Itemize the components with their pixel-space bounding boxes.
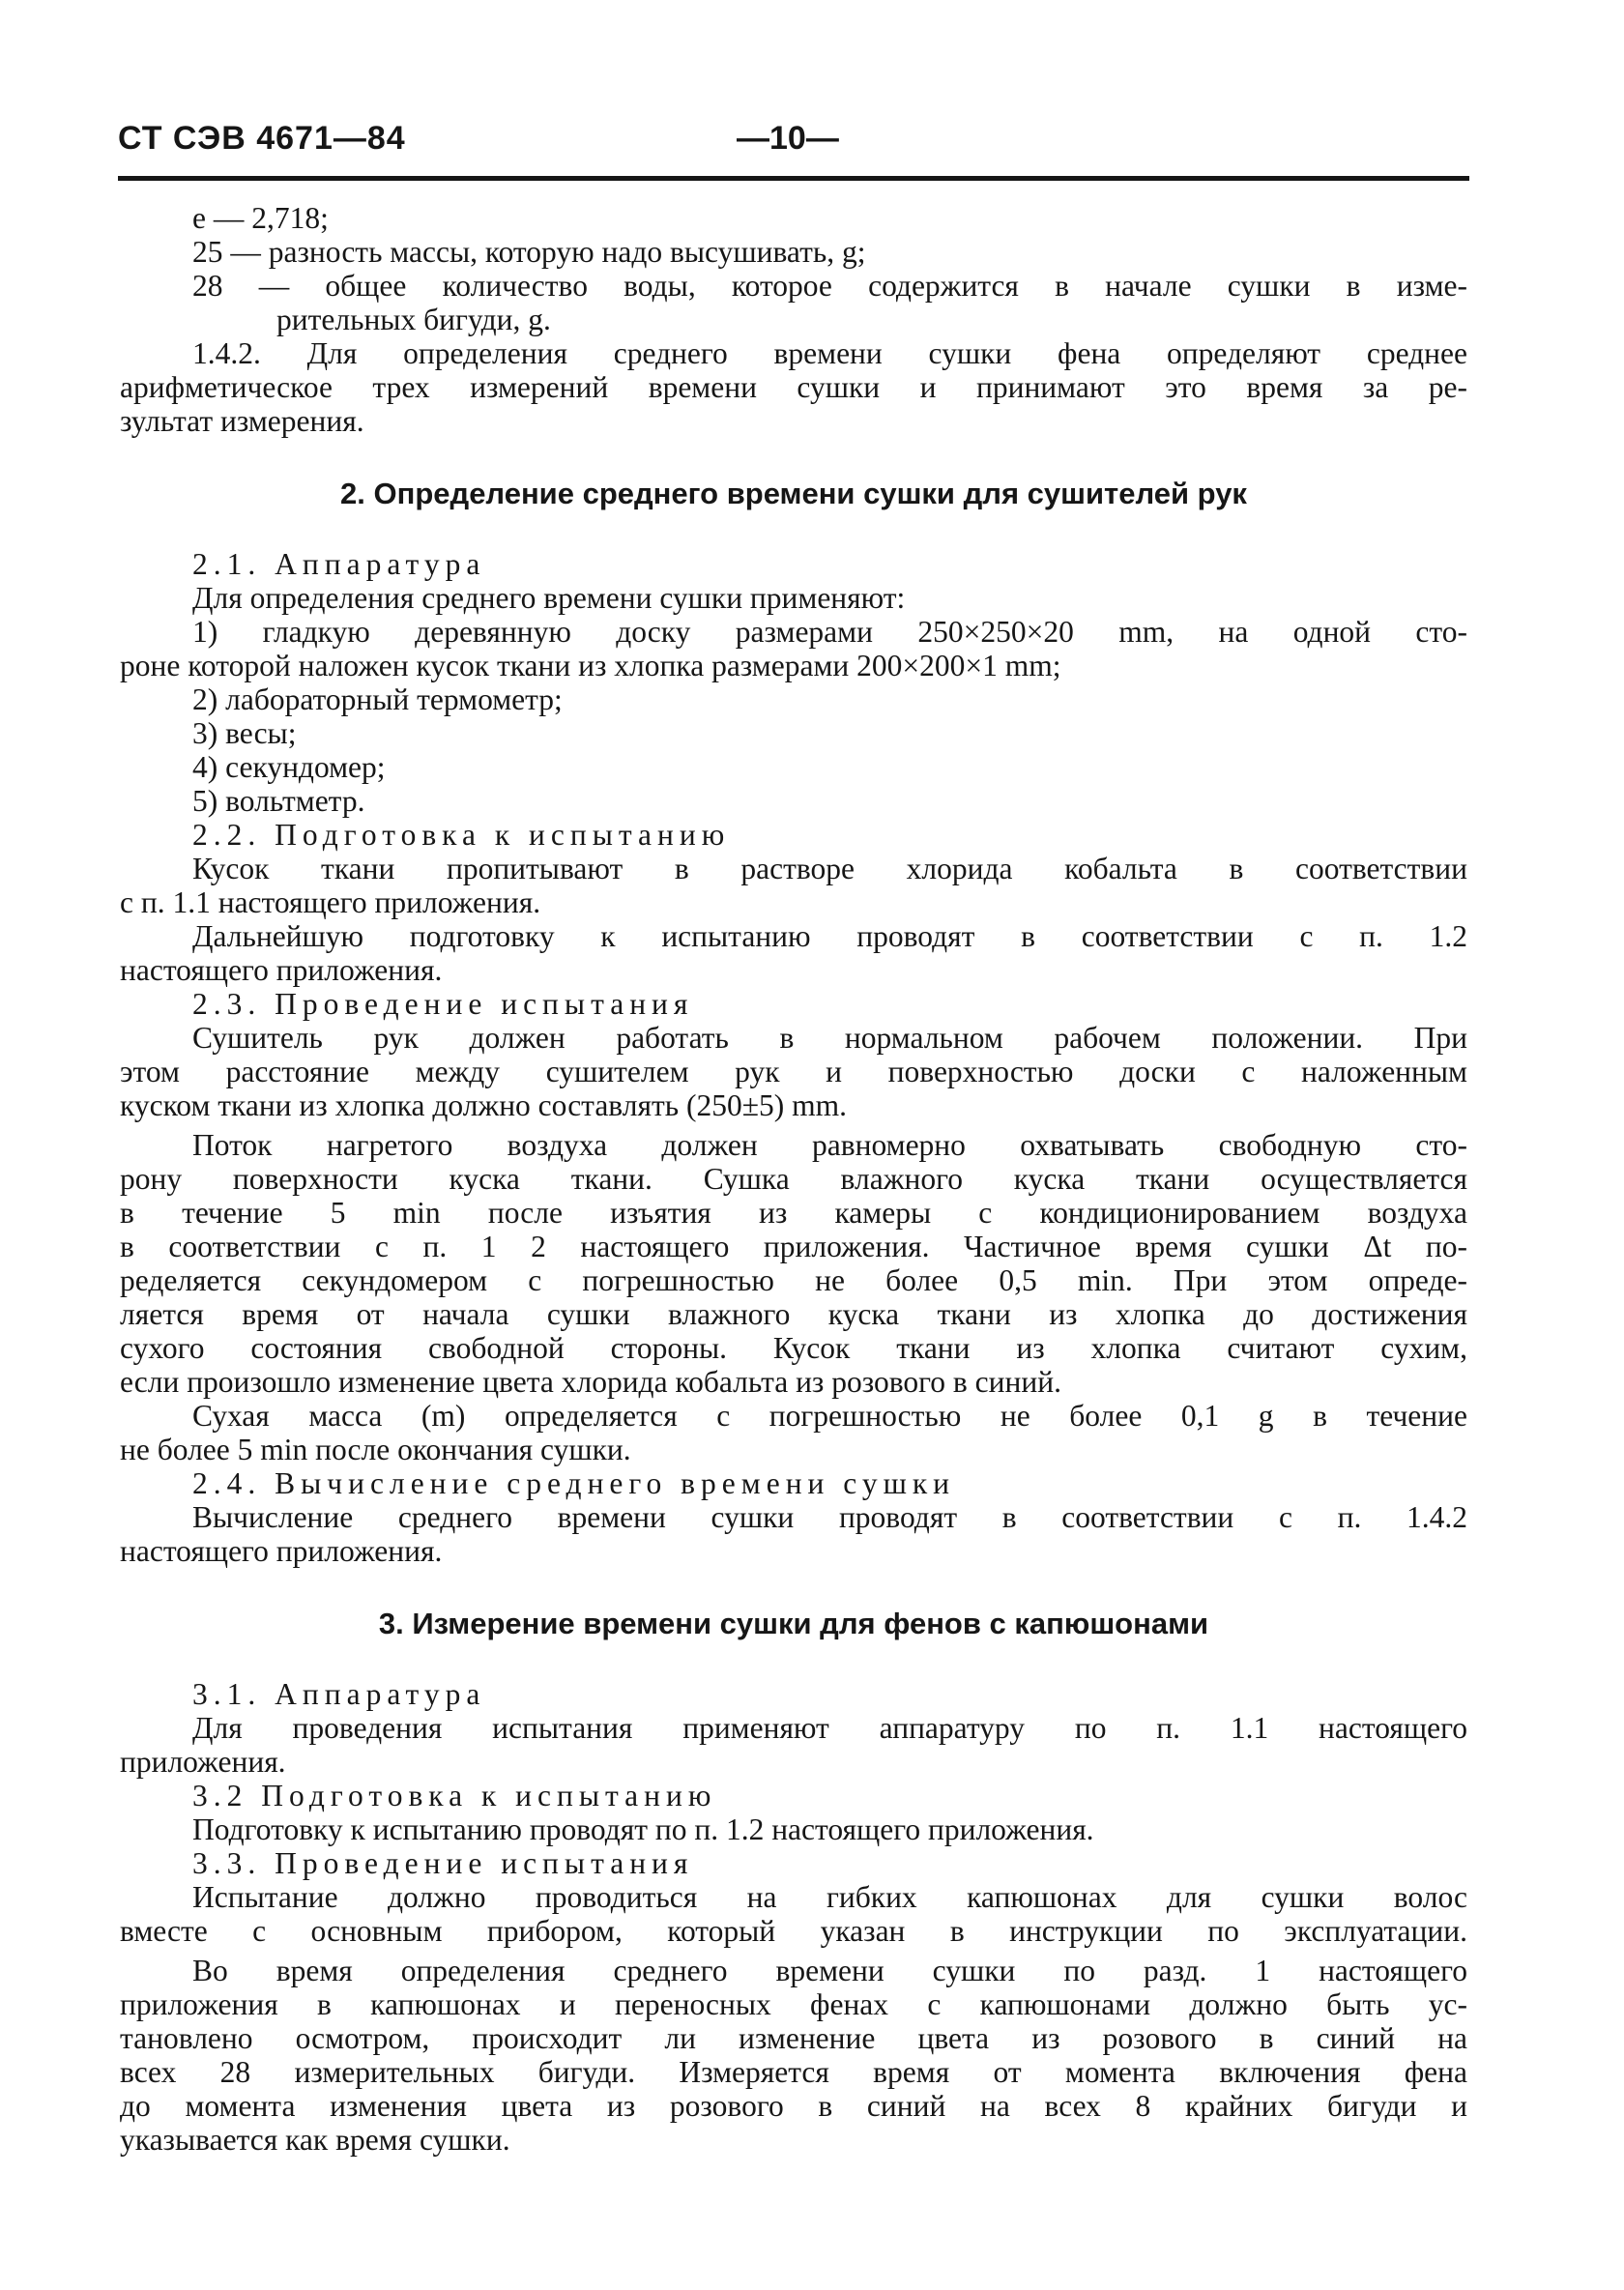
page-header bbox=[118, 116, 1469, 174]
text-line: рону поверхности куска ткани. Сушка влажного куска ткани осуществляется bbox=[120, 1162, 1467, 1196]
text-line: всех 28 измерительных бигуди. Измеряется время от момента включения фена bbox=[120, 2055, 1467, 2089]
text-line: не более 5 min после окончания сушки. bbox=[120, 1433, 631, 1466]
text-line: приложения. bbox=[120, 1745, 286, 1779]
list-item: 5) вольтметр. bbox=[192, 784, 365, 818]
text-line: ляется время от начала сушки влажного куска ткани из хлопка до достижения bbox=[120, 1297, 1467, 1331]
subsection-title: 2.1. Аппаратура bbox=[192, 547, 486, 581]
text-line: рительных бигуди, g. bbox=[276, 303, 551, 336]
text-line: приложения в капюшонах и переносных фенах с капюшонами должно быть ус- bbox=[120, 1987, 1467, 2021]
list-item: 4) секундомер; bbox=[192, 750, 386, 784]
subsection-title: 2.2. Подготовка к испытанию bbox=[192, 818, 731, 852]
text-line: Вычисление среднего времени сушки проводят в соответствии с п. 1.4.2 bbox=[192, 1500, 1467, 1534]
text-line: 1) гладкую деревянную доску размерами 250×250×20 mm, на одной сто- bbox=[192, 615, 1467, 649]
text-line: настоящего приложения. bbox=[120, 953, 443, 987]
text-line: e — 2,718; bbox=[192, 201, 329, 235]
text-line: Для проведения испытания применяют аппаратуру по п. 1.1 настоящего bbox=[192, 1711, 1467, 1745]
text-line: указывается как время сушки. bbox=[120, 2123, 510, 2157]
text-line: Сухая масса (m) определяется с погрешностью не более 0,1 g в течение bbox=[192, 1399, 1467, 1433]
section-heading-2: 2. Определение среднего времени сушки для сушителей рук bbox=[340, 477, 1247, 510]
subsection-title: 3.3. Проведение испытания bbox=[192, 1846, 694, 1880]
document-body bbox=[120, 201, 1467, 2157]
document-code: СТ СЭВ 4671—84 bbox=[118, 120, 406, 157]
text-line: вместе с основным прибором, который указан в инструкции по эксплуатации. bbox=[120, 1914, 1467, 1948]
page-number: —10— bbox=[737, 120, 839, 157]
text-line: Поток нагретого воздуха должен равномерно охватывать свободную сто- bbox=[192, 1128, 1467, 1162]
list-item: 2) лабораторный термометр; bbox=[192, 682, 563, 716]
text-line: сухого состояния свободной стороны. Кусок ткани из хлопка считают сухим, bbox=[120, 1331, 1467, 1365]
text-line: с п. 1.1 настоящего приложения. bbox=[120, 885, 541, 919]
text-line: Подготовку к испытанию проводят по п. 1.2 настоящего приложения. bbox=[192, 1812, 1094, 1846]
text-line: Во время определения среднего времени сушки по разд. 1 настоящего bbox=[192, 1954, 1467, 1987]
text-line: роне которой наложен кусок ткани из хлопка размерами 200×200×1 mm; bbox=[120, 649, 1061, 682]
subsection-title: 3.1. Аппаратура bbox=[192, 1677, 486, 1711]
section-heading-3: 3. Измерение времени сушки для фенов с капюшонами bbox=[378, 1607, 1209, 1640]
list-item: 3) весы; bbox=[192, 716, 297, 750]
text-line: настоящего приложения. bbox=[120, 1534, 443, 1568]
text-line: куском ткани из хлопка должно составлять (250±5) mm. bbox=[120, 1088, 848, 1122]
text-line: арифметическое трех измерений времени сушки и принимают это время за ре- bbox=[120, 370, 1467, 404]
subsection-title: 3.2 Подготовка к испытанию bbox=[192, 1779, 717, 1812]
text-line: 1.4.2. Для определения среднего времени сушки фена определяют среднее bbox=[192, 336, 1467, 370]
text-line: ределяется секундомером с погрешностью не более 0,5 min. При этом опреде- bbox=[120, 1263, 1467, 1297]
text-line: Сушитель рук должен работать в нормальном рабочем положении. При bbox=[192, 1021, 1467, 1055]
text-line: Кусок ткани пропитывают в растворе хлорида кобальта в соответствии bbox=[192, 852, 1467, 885]
text-line: этом расстояние между сушителем рук и поверхностью доски с наложенным bbox=[120, 1055, 1467, 1088]
text-line: если произошло изменение цвета хлорида кобальта из розового в синий. bbox=[120, 1365, 1061, 1399]
text-line: 25 — разность массы, которую надо высушивать, g; bbox=[192, 235, 866, 269]
text-line: 28 — общее количество воды, которое содержится в начале сушки в изме- bbox=[192, 269, 1467, 303]
text-line: тановлено осмотром, происходит ли изменение цвета из розового в синий на bbox=[120, 2021, 1467, 2055]
text-line: до момента изменения цвета из розового в синий на всех 8 крайних бигуди и bbox=[120, 2089, 1467, 2123]
text-line: в течение 5 min после изъятия из камеры с кондиционированием воздуха bbox=[120, 1196, 1467, 1230]
text-line: в соответствии с п. 1 2 настоящего приложения. Частичное время сушки Δt по- bbox=[120, 1230, 1467, 1263]
header-rule bbox=[118, 176, 1469, 181]
subsection-title: 2.3. Проведение испытания bbox=[192, 987, 694, 1021]
subsection-title: 2.4. Вычисление среднего времени сушки bbox=[192, 1466, 956, 1500]
text-line: Дальнейшую подготовку к испытанию проводят в соответствии с п. 1.2 bbox=[192, 919, 1467, 953]
text-line: Испытание должно проводиться на гибких капюшонах для сушки волос bbox=[192, 1880, 1467, 1914]
text-line: зультат измерения. bbox=[120, 404, 364, 438]
text-line: Для определения среднего времени сушки применяют: bbox=[192, 581, 906, 615]
